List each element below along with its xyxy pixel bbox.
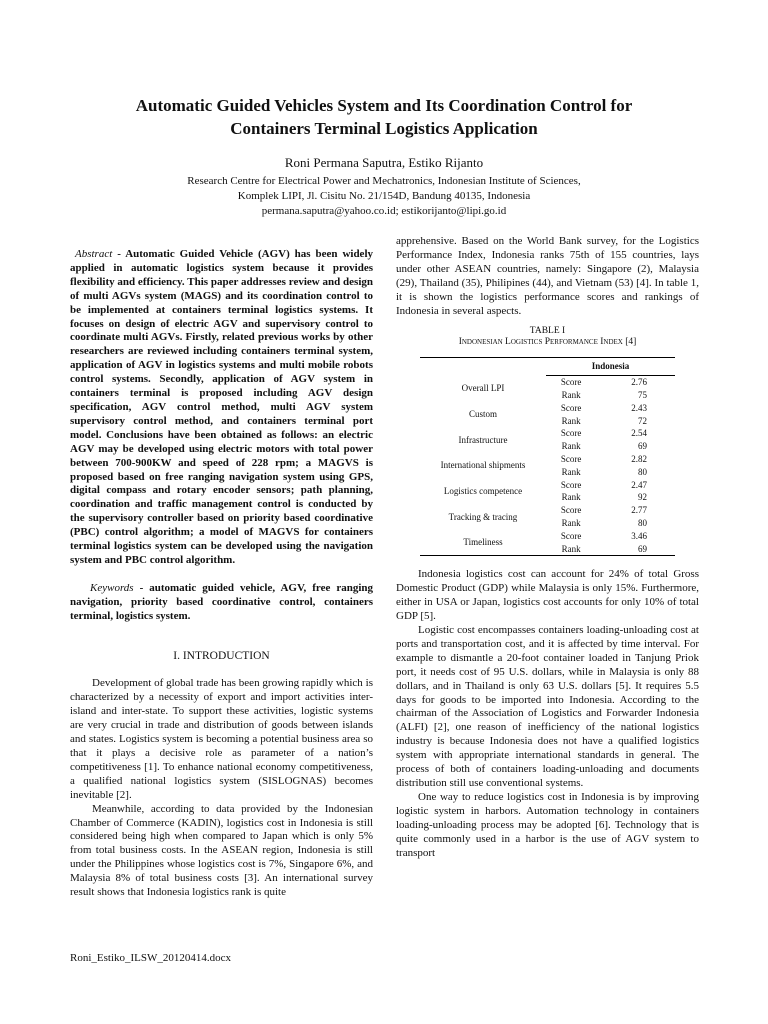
lpi-table-wrap [420,357,675,556]
table-score-value: 2.76 [631,377,647,388]
table-score-value: 3.46 [631,530,647,541]
abstract [70,248,373,568]
keywords-label: Keywords [90,581,134,594]
affiliation-email: permana.saputra@yahoo.co.id; estikorijanto@lipi.go.id [261,205,507,217]
table-category: Timeliness [463,537,503,548]
intro-paragraph-2: Meanwhile, according to data provided by the Indonesian Chamber of Commerce (KADIN), logistics cost in Indonesia is still considered being high when compared to Japan which is only 5% from total business costs. In the ASEAN region, Indonesia is still under the Philippines whose logistics cost is 7%, Singapore 6%, and Malaysia 8% of total business costs [3]. An international survey result shows that Indonesia logistics rank is quite [70,802,373,899]
table-score-label: Score [560,454,582,465]
table-category: International shipments [440,460,526,471]
section-heading-introduction: I. INTRODUCTION [173,649,270,662]
title-line-2: Containers Terminal Logistics Application [230,119,538,138]
table-score-value: 2.43 [631,402,647,413]
table-rank-value: 92 [638,492,647,503]
keywords [70,582,373,624]
table-category: Custom [468,409,497,420]
table-row [420,479,675,492]
table-score-label: Score [560,402,582,413]
table-rank-value: 72 [638,415,647,426]
table-score-label: Score [560,505,582,516]
table-row [420,504,675,517]
table-category: Logistics competence [443,486,523,496]
table-row [420,376,675,389]
paper-title [60,94,708,140]
table-score-value: 2.54 [631,428,647,439]
affiliation-line-1: Research Centre for Electrical Power and Mechatronics, Indonesian Institute of Sciences, [187,175,581,187]
table-header-row [420,358,675,376]
right-paragraph-1: apprehensive. Based on the World Bank survey, for the Logistics Performance Index, Indonesia ranks 75th of 155 countries, lays under other ASEAN countries, namely: Singapore (2), Malaysia (29), Thailand (35), Philipines (44), and Vietnam (53) [4]. In table 1, it is shown the logistics performance scores and rankings of Indonesia in several aspects. [396,235,699,317]
table-rank-label: Rank [561,441,581,452]
table-rank-value: 69 [638,441,647,452]
table-score-value: 2.47 [631,479,647,490]
left-column [70,248,373,900]
table-rank-label: Rank [561,518,581,528]
table-number: TABLE I [529,326,566,337]
table-row [420,427,675,440]
abstract-text: - Automatic Guided Vehicle (AGV) has been widely applied in automatic logistics system because it provides flexibility and efficiency. This paper addresses review and design of multi AGVs system (MAGS) and its coordination control to be implemented at containers terminal logistics systems. It focuses on design of electric AGV and supervisory control to coordinate multi AGVs. Firstly, related previous works by other researchers are reviewed including containers terminal system, application of AGV in logistics systems and multi mobile robots control systems. Secondly, application of AGV system in containers terminal is proposed including AGV design specification, AGV control method, multi AGV system supervisory control method, and containers terminal port model. Conclusions have been obtained as follows: an electric AGV may be developed using electric motors with total power between 700-900KW and speed of 228 rpm; a MAGVS is proposed based on free ranging navigation system using GPS, digital compass and rotary encoder sensors; path planning, coordination and traffic management control is conducted by the supervisory controller based on priority based coordinative (PBC) control algorithm; a model of MAGVS for containers terminal logistics system can be developed using the navigation system and PBC control algorithm. [70,248,373,566]
table-score-label: Score [560,530,582,541]
table-title: Indonesian Logistics Performance Index [4] [458,337,637,348]
right-paragraph-4: One way to reduce logistics cost in Indonesia is by improving logistic system in harbors. Automation technology in containers loading-unloading process may be adopted [6]. Technology that is quite commonly used in a harbor is the use of AGV system to transport [396,790,699,859]
table-row [420,530,675,543]
title-line-1: Automatic Guided Vehicles System and Its Coordination Control for [135,96,633,115]
lpi-table [420,357,675,556]
table-rank-value: 80 [638,466,647,477]
table-score-label: Score [560,377,582,388]
table-score-value: 2.77 [631,505,647,516]
table-rank-label: Rank [561,415,581,426]
author-list: Roni Permana Saputra, Estiko Rijanto [284,155,484,170]
affiliation-line-2: Komplek LIPI, Jl. Cisitu No. 21/154D, Bandung 40135, Indonesia [237,190,531,202]
table-score-label: Score [560,428,582,439]
table-row [420,453,675,466]
table-body [420,376,675,556]
table-rank-value: 80 [638,518,647,528]
table-header-blank [420,358,546,376]
keywords-text: - automatic guided vehicle, AGV, free ranging navigation, priority based coordinative control, containers terminal, logistics system. [70,581,373,622]
affiliation [60,174,708,219]
table-rank-label: Rank [561,492,581,503]
table-category: Tracking & tracing [448,511,518,522]
abstract-label: Abstract [75,248,113,260]
table-rank-label: Rank [561,390,581,401]
table-category: Overall LPI [461,383,505,394]
table-score-value: 2.82 [631,454,647,465]
right-column-body [396,568,699,860]
table-rank-label: Rank [561,543,581,554]
table-category: Infrastructure [458,434,508,445]
table-score-label: Score [560,479,582,490]
table-row [420,402,675,415]
right-paragraph-2: Indonesia logistics cost can account for 24% of total Gross Domestic Product (GDP) while Malaysia is only 15%. Furthermore, either in USA or Japan, logistics cost accounts for only 10% of total GDP [5]. [396,568,699,623]
table-rank-label: Rank [561,466,581,477]
right-paragraph-3: Logistic cost encompasses containers loading-unloading cost at ports and transportation cost, and it is affected by time interval. For example to dismantle a 20-foot container loaded in Tanjung Priok port, it needs cost of 95 U.S. dollars, while in Malaysia is only 88 dollars, and in Thailand is only 63 U.S. dollars [5]. It requires 5.5 days for goods to be imported into Indonesia. According to the chairman of the Association of Logistics and Forwarder Indonesia (ALFI) [2], one reason of inefficiency of the national logistics industry is because Indonesia does not have a qualified logistics system with appropriate international standards in general. The process of both of containers loading-unloading and documents distribution still use conventional systems. [396,624,699,789]
table-rank-value: 69 [638,543,647,554]
table-caption [396,326,699,348]
right-column [396,235,699,860]
table-rank-value: 75 [638,390,647,401]
document-footer: Roni_Estiko_ILSW_20120414.docx [70,952,232,964]
intro-paragraph-1: Development of global trade has been growing rapidly which is characterized by a necessity of export and import activities inter-island and inter-state. To support these activities, logistic systems are very crucial in trade and distribution of goods between islands and states. Logistics system is becoming a potential business area so that it plays a decisive role as parameter of a nation’s competitiveness [1]. To enhance national economy competitiveness, a qualified national logistics system (SISLOGNAS) becomes inevitable [2]. [70,677,373,801]
table-header-country: Indonesia [546,358,675,376]
